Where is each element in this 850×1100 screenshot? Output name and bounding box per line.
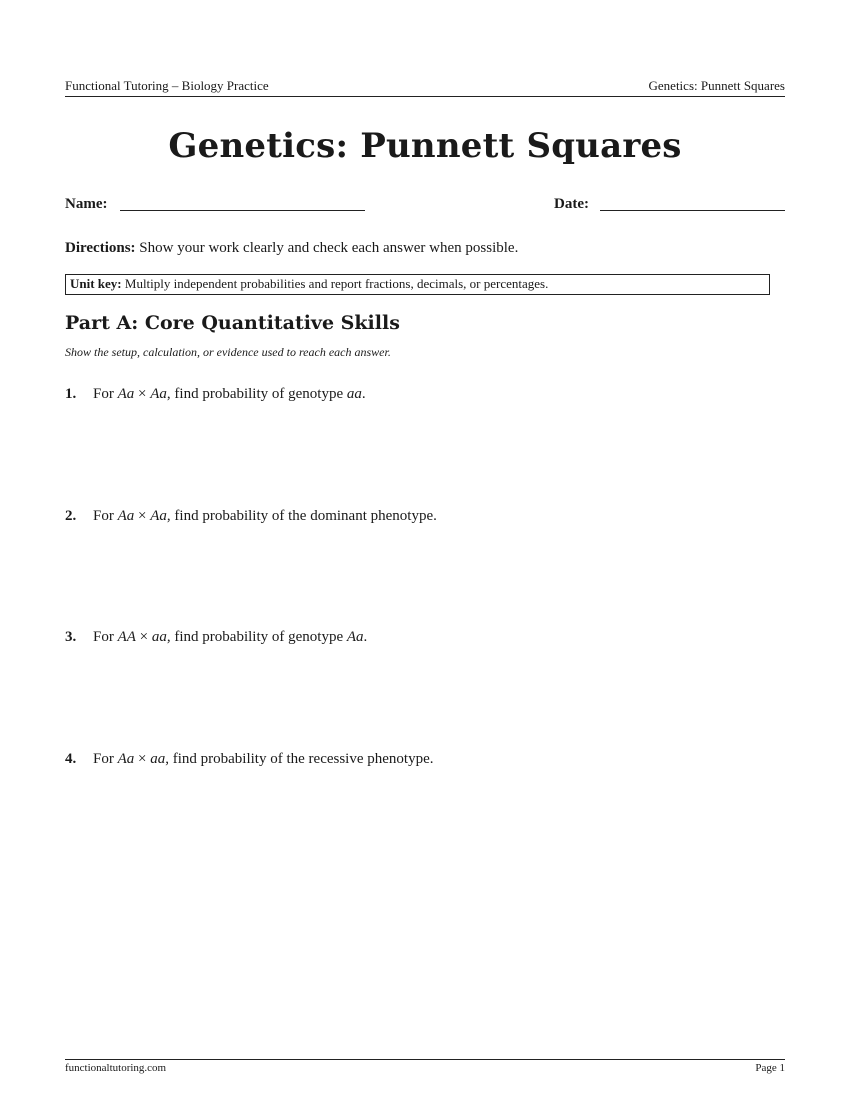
- question-text-post: , find probability of the dominant phenotype.: [166, 508, 437, 524]
- question-text-post: , find probability of genotype: [166, 629, 347, 645]
- cross-symbol: ×: [134, 751, 151, 767]
- page-number: Page 1: [755, 1062, 785, 1074]
- parent-genotype-a: Aa: [117, 751, 135, 767]
- question-text-post: , find probability of genotype: [166, 386, 347, 402]
- question-text-post: , find probability of the recessive phenotype.: [165, 751, 434, 767]
- directions-label: Directions:: [65, 240, 136, 256]
- directions-text: Show your work clearly and check each answer when possible.: [139, 240, 519, 256]
- parent-genotype-b: aa: [150, 751, 166, 767]
- footer-website: functionaltutoring.com: [65, 1062, 167, 1074]
- question-text: [93, 629, 367, 646]
- question-number: 3.: [65, 629, 77, 645]
- header-course: Functional Tutoring – Biology Practice: [65, 78, 269, 93]
- page-header: [65, 78, 785, 96]
- name-field[interactable]: [120, 210, 365, 211]
- question-text: [93, 508, 437, 525]
- question-text-pre: For: [93, 751, 118, 767]
- worksheet-page: [65, 0, 785, 1100]
- question-text: [93, 751, 434, 768]
- cross-symbol: ×: [134, 508, 151, 524]
- question-number: 1.: [65, 386, 77, 402]
- parent-genotype-a: AA: [117, 629, 136, 645]
- parent-genotype-a: Aa: [117, 386, 135, 402]
- question-number: 4.: [65, 751, 77, 767]
- section-title: Part A: Core Quantitative Skills: [65, 312, 400, 334]
- directions: [65, 240, 785, 257]
- target-genotype: aa: [346, 386, 362, 402]
- question-text-end: .: [363, 629, 368, 645]
- header-divider: [65, 96, 785, 97]
- date-field[interactable]: [600, 210, 785, 211]
- footer-divider: [65, 1059, 785, 1060]
- cross-symbol: ×: [134, 386, 151, 402]
- question-4: [65, 751, 785, 771]
- name-label: Name:: [65, 196, 108, 212]
- page-title: Genetics: Punnett Squares: [168, 126, 682, 166]
- header-topic: Genetics: Punnett Squares: [648, 78, 785, 93]
- date-label: Date:: [554, 196, 589, 212]
- question-1: [65, 386, 785, 406]
- section-subtitle: Show the setup, calculation, or evidence used to reach each answer.: [65, 345, 391, 359]
- parent-genotype-b: Aa: [150, 386, 167, 402]
- question-3: [65, 629, 785, 649]
- question-text-end: .: [361, 386, 366, 402]
- cross-symbol: ×: [135, 629, 152, 645]
- unit-key-text: Multiply independent probabilities and report fractions, decimals, or percentages.: [124, 276, 549, 291]
- unit-key-label: Unit key:: [70, 276, 122, 291]
- question-number: 2.: [65, 508, 77, 524]
- name-date-row: [65, 196, 785, 218]
- parent-genotype-b: aa: [151, 629, 167, 645]
- question-2: [65, 508, 785, 528]
- unit-key-box: [65, 274, 770, 295]
- parent-genotype-b: Aa: [150, 508, 167, 524]
- question-text-pre: For: [93, 508, 118, 524]
- page-footer: [65, 1062, 785, 1078]
- question-text-pre: For: [93, 386, 118, 402]
- target-genotype: Aa: [346, 629, 364, 645]
- parent-genotype-a: Aa: [117, 508, 135, 524]
- question-text: [93, 386, 366, 403]
- question-text-pre: For: [93, 629, 118, 645]
